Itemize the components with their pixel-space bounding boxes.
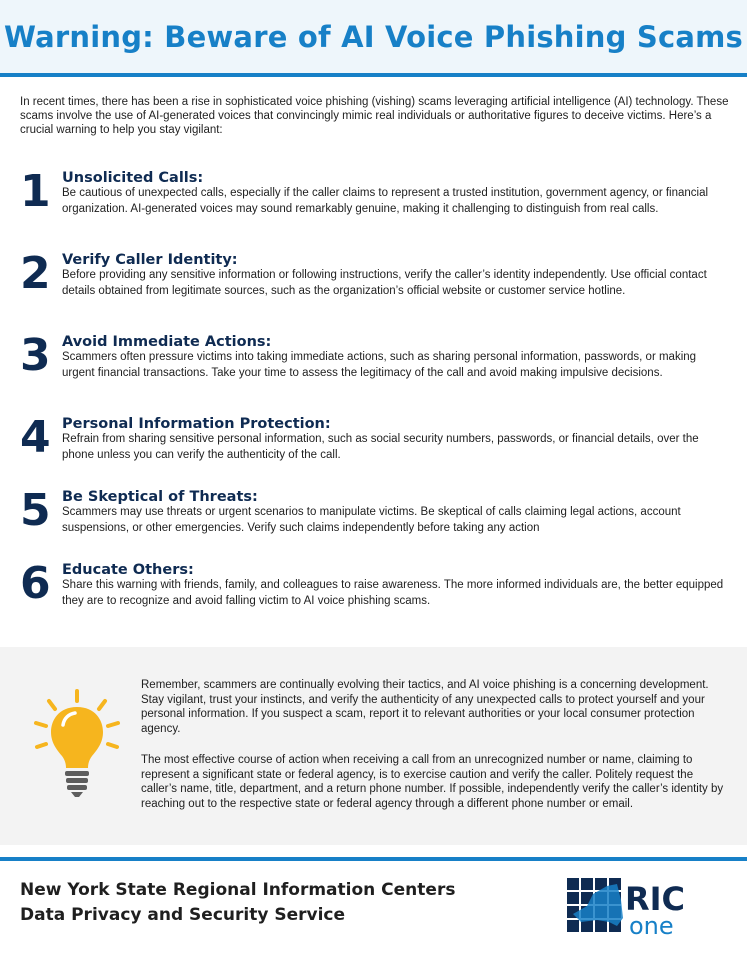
item-title: Verify Caller Identity: <box>62 252 238 268</box>
lightbulb-icon <box>33 689 121 799</box>
item-number: 4 <box>20 412 51 463</box>
intro-paragraph: In recent times, there has been a rise in sophisticated voice phishing (vishing) scams leveraging artificial intelligence (AI) technology. These scams involve the use of AI-generated voices that convincingly mimic real individuals or authoritative figures to deceive victims. Here’s a crucial warning to help you stay vigilant: <box>20 96 729 136</box>
item-text: Before providing any sensitive information or following instructions, verify the caller’s identity independently. Use official contact details obtained from legitimate sources, such as the organization’s official website or customer service hotline. <box>62 269 707 297</box>
logo-text-top: RIC <box>625 880 686 918</box>
advice-paragraph: The most effective course of action when receiving a call from an unrecognized number or name, claiming to represent a significant state or federal agency, is to exercise caution and verify the caller. Politely request the caller’s name, title, department, and a return phone number. If possible, independently verify the caller’s identity by reaching out to the respective state or federal agency through a different phone number or email. <box>141 754 724 810</box>
item-number: 6 <box>20 558 51 609</box>
reminder-panel <box>0 647 747 845</box>
logo-text-bottom: one <box>629 912 674 936</box>
item-text: Share this warning with friends, family, and colleagues to raise awareness. The more informed individuals are, the better equipped they are to recognize and avoid falling victim to AI voice phishing scams. <box>62 579 724 607</box>
item-title: Personal Information Protection: <box>62 416 331 432</box>
footer-line-2: Data Privacy and Security Service <box>20 905 346 925</box>
ric-one-logo <box>567 876 707 936</box>
footer-divider <box>0 857 747 861</box>
item-text: Scammers often pressure victims into taking immediate actions, such as sharing personal information, passwords, or making urgent financial transactions. Take your time to assess the legitimacy of the call and avoid making impulsive decisions. <box>62 351 697 379</box>
item-text: Be cautious of unexpected calls, especially if the caller claims to represent a trusted institution, government agency, or financial organization. AI-generated voices may sound remarkably genuine, making it challenging to distinguish from real calls. <box>62 187 709 215</box>
item-number: 5 <box>20 485 51 536</box>
item-title: Be Skeptical of Threats: <box>62 489 258 505</box>
footer-org <box>20 878 455 928</box>
footer-line-1: New York State Regional Information Centers <box>20 880 456 900</box>
header-divider <box>0 73 747 77</box>
item-number: 3 <box>20 330 51 381</box>
item-number: 2 <box>20 248 51 299</box>
item-number: 1 <box>20 166 51 217</box>
reminder-paragraph: Remember, scammers are continually evolving their tactics, and AI voice phishing is a concerning development. Stay vigilant, trust your instincts, and verify the authenticity of any unexpected calls to protect yourself and your personal information. If you suspect a scam, report it to relevant authorities or your local consumer protection agency. <box>141 679 709 735</box>
item-title: Unsolicited Calls: <box>62 170 204 186</box>
item-text: Refrain from sharing sensitive personal information, such as social security numbers, passwords, or financial details, over the phone unless you can verify the authenticity of the call. <box>62 433 699 461</box>
item-title: Educate Others: <box>62 562 194 578</box>
item-title: Avoid Immediate Actions: <box>62 334 272 350</box>
item-text: Scammers may use threats or urgent scenarios to manipulate victims. Be skeptical of calls claiming legal actions, account suspensions, or other emergencies. Verify such claims independently before taking any action <box>62 506 681 534</box>
page-header <box>0 0 747 73</box>
page-title: Warning: Beware of AI Voice Phishing Scams <box>3 20 744 54</box>
